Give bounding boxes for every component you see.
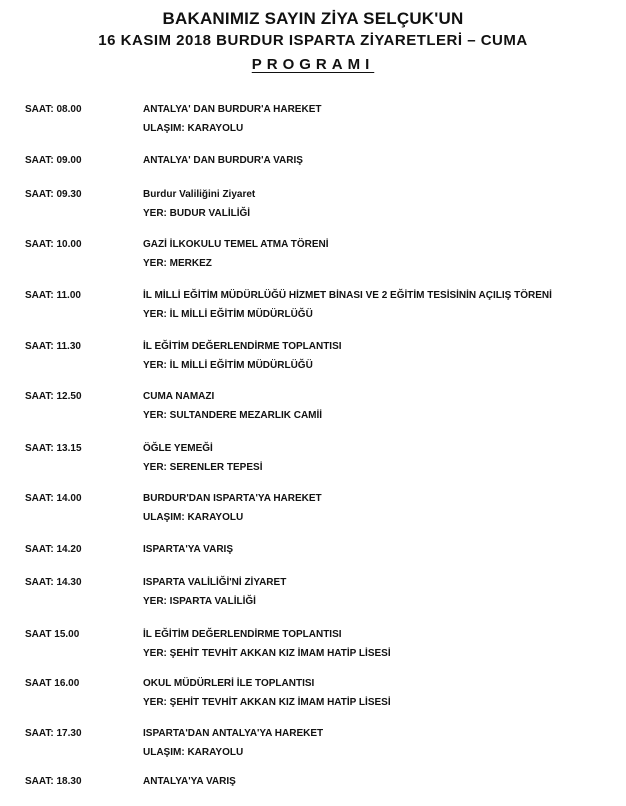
entry-detail: YER: İL MİLLİ EĞİTİM MÜDÜRLÜĞÜ	[143, 309, 313, 320]
title-line-3: PROGRAMI	[251, 56, 375, 73]
entry-activity: ISPARTA VALİLİĞİ'Nİ ZİYARET	[143, 577, 287, 588]
title-line-2: 16 KASIM 2018 BURDUR ISPARTA ZİYARETLERİ – CUMA	[98, 32, 528, 49]
entry-activity: Burdur Valiliğini Ziyaret	[143, 189, 256, 200]
entry-detail: YER: ŞEHİT TEVHİT AKKAN KIZ İMAM HATİP LİSESİ	[143, 697, 391, 708]
entry-time: SAAT: 11.30	[25, 341, 81, 352]
entry-detail: YER: SERENLER TEPESİ	[143, 462, 263, 473]
entry-activity: ANTALYA' DAN BURDUR'A HAREKET	[143, 104, 322, 115]
entry-time: SAAT 16.00	[25, 678, 80, 689]
entry-activity: ANTALYA'YA VARIŞ	[143, 776, 236, 787]
entry-detail: YER: ŞEHİT TEVHİT AKKAN KIZ İMAM HATİP LİSESİ	[143, 648, 391, 659]
entry-activity: ISPARTA'DAN ANTALYA'YA HAREKET	[143, 728, 324, 739]
entry-detail: ULAŞIM: KARAYOLU	[143, 512, 244, 523]
entry-detail: ULAŞIM: KARAYOLU	[143, 123, 244, 134]
entry-detail: YER: BUDUR VALİLİĞİ	[143, 208, 251, 219]
entry-detail: YER: MERKEZ	[143, 258, 212, 269]
entry-time: SAAT: 14.20	[25, 544, 82, 555]
entry-time: SAAT: 14.00	[25, 493, 82, 504]
entry-detail: ULAŞIM: KARAYOLU	[143, 747, 244, 758]
entry-detail: YER: SULTANDERE MEZARLIK CAMİİ	[143, 410, 323, 421]
entry-detail: YER: ISPARTA VALİLİĞİ	[143, 596, 256, 607]
entry-time: SAAT: 10.00	[25, 239, 82, 250]
entry-activity: ÖĞLE YEMEĞİ	[143, 443, 213, 454]
entry-activity: ISPARTA'YA VARIŞ	[143, 544, 233, 555]
entry-activity: İL EĞİTİM DEĞERLENDİRME TOPLANTISI	[143, 341, 342, 352]
entry-activity: ANTALYA' DAN BURDUR'A VARIŞ	[143, 155, 303, 166]
document-header	[0, 8, 626, 76]
entry-activity: OKUL MÜDÜRLERİ İLE TOPLANTISI	[143, 678, 315, 689]
entry-time: SAAT: 18.30	[25, 776, 82, 787]
title-line-1: BAKANIMIZ SAYIN ZİYA SELÇUK'UN	[162, 9, 464, 28]
entry-time: SAAT 15.00	[25, 629, 80, 640]
entry-activity: CUMA NAMAZI	[143, 391, 215, 402]
entry-time: SAAT: 14.30	[25, 577, 82, 588]
entry-time: SAAT: 08.00	[25, 104, 82, 115]
entry-activity: GAZİ İLKOKULU TEMEL ATMA TÖRENİ	[143, 239, 329, 250]
entry-time: SAAT: 09.30	[25, 189, 82, 200]
entry-time: SAAT: 17.30	[25, 728, 82, 739]
entry-activity: İL EĞİTİM DEĞERLENDİRME TOPLANTISI	[143, 629, 342, 640]
entry-time: SAAT: 11.00	[25, 290, 81, 301]
entry-activity: İL MİLLİ EĞİTİM MÜDÜRLÜĞÜ HİZMET BİNASI VE 2 EĞİTİM TESİSİNİN AÇILIŞ TÖRENİ	[143, 290, 552, 301]
entry-time: SAAT: 09.00	[25, 155, 82, 166]
entry-time: SAAT: 13.15	[25, 443, 82, 454]
entry-detail: YER: İL MİLLİ EĞİTİM MÜDÜRLÜĞÜ	[143, 360, 313, 371]
entry-time: SAAT: 12.50	[25, 391, 82, 402]
entry-activity: BURDUR'DAN ISPARTA'YA HAREKET	[143, 493, 322, 504]
